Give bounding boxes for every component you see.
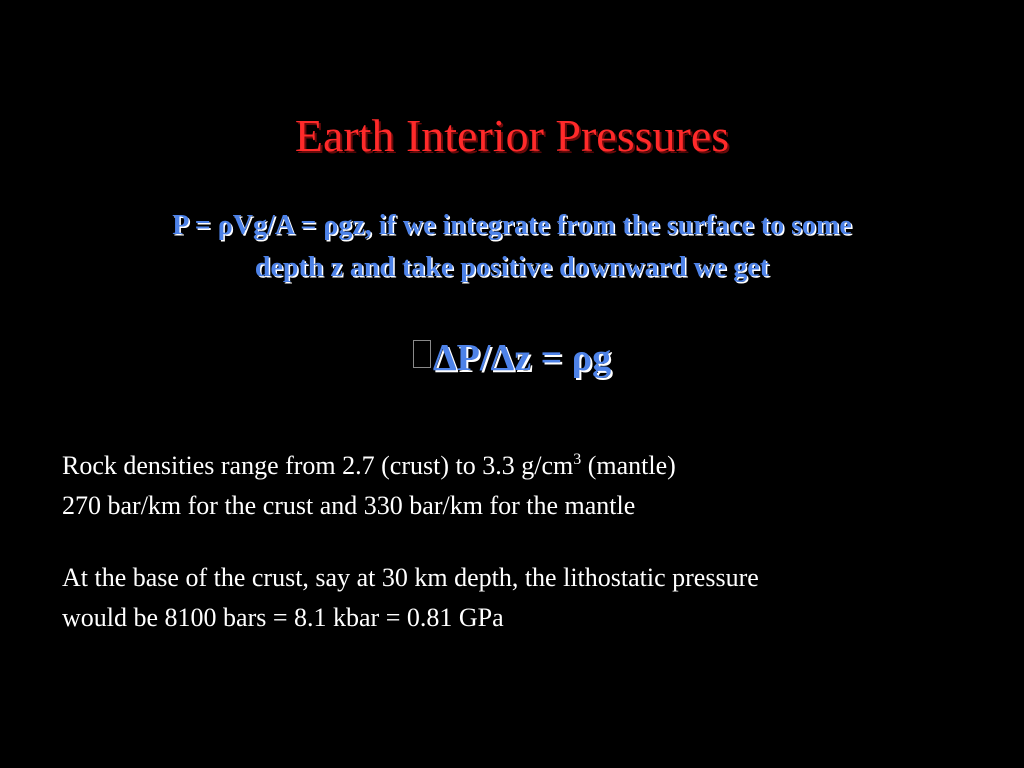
paragraph-spacer [62,526,1002,558]
density-line-unit-note: (mantle) [581,451,676,480]
formula-intro [60,205,964,289]
formula-intro-line-1: P = ρVg/A = ρgz, if we integrate from the surface to some [172,210,852,241]
equation-text: ΔP/Δz = ρg [432,337,612,379]
gradient-line: 270 bar/km for the crust and 330 bar/km for the mantle [62,491,636,520]
density-line-text: Rock densities range from 2.7 (crust) to 3.3 g/cm [62,451,574,480]
slide-title: Earth Interior Pressures [294,110,730,161]
density-superscript: 3 [573,451,582,468]
crust-base-line-2: would be 8100 bars = 8.1 kbar = 0.81 GPa [62,603,504,632]
density-line [62,446,1002,486]
missing-glyph-box-icon [413,340,431,368]
formula-intro-line-2: depth z and take positive downward we get [254,252,770,283]
crust-base-line-1: At the base of the crust, say at 30 km depth, the lithostatic pressure [62,563,759,592]
body-text [62,446,1002,638]
pressure-gradient-equation [0,334,1024,382]
